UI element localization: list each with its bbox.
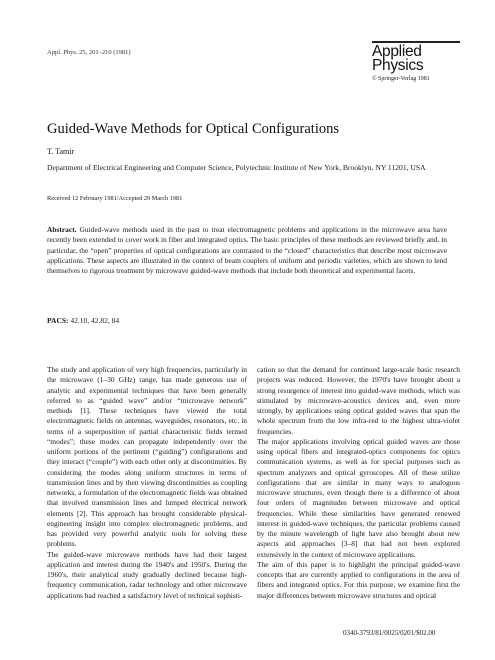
author-name: T. Tamir: [47, 147, 75, 156]
author-affiliation: Department of Electrical Engineering and Computer Science, Polytechnic Institute of New York, Brooklyn, NY 11201, USA: [47, 163, 426, 172]
pacs-label: PACS:: [47, 316, 69, 325]
body-paragraph: The major applications involving optical guided waves are those using optical fibers and integrated-optics components for optics communication systems, as well as for special purposes such as spectrum analyzers and optical gyroscopes. All of these utilize configurations that are similar in many ways to analogous microwave structures, even though there is a difference of about four orders of magnitudes between microwave and optical frequencies. While these similarities have generated renewed interest in guided-wave techniques, the particular problems caused by the minute wavelength of light have also brought about new aspects and approaches [3–8] that had not been explored extensively in the context of microwave applications.: [257, 436, 460, 559]
brand-copyright: © Springer-Verlag 1981: [372, 75, 430, 82]
copyright-code: 0340-3793/81/0025/0201/$02.00: [343, 629, 436, 637]
body-paragraph: The aim of this paper is to highlight the principal guided-wave concepts that are currently applied to configurations in the area of fibers and integrated optics. For this purpose, we examine first the major differences between microwave structures and optical: [257, 559, 460, 600]
body-column-left: [47, 365, 247, 601]
brand-name-line-2: Physics: [372, 56, 424, 74]
journal-reference: Appl. Phys. 25, 201–210 (1981): [47, 49, 131, 56]
pacs-line: [47, 316, 119, 325]
received-dates: Received 12 February 1981/Accepted 29 March 1981: [47, 195, 183, 202]
body-paragraph: The guided-wave microwave methods have had their largest application and interest during the 1940's and 1950's. During the 1960's, their analytical study gradually declined because high-frequency communication, radar technology and other microwave applications had reached a satisfactory level of technical sophisti-: [47, 549, 247, 600]
pacs-values: 42.10, 42.82, 84: [70, 316, 120, 325]
abstract-label: Abstract.: [47, 225, 77, 234]
brand-name-line-1: Applied: [372, 42, 422, 60]
abstract: [47, 225, 447, 276]
article-title: Guided-Wave Methods for Optical Configurations: [47, 121, 339, 137]
body-column-right: [257, 365, 460, 601]
journal-brand: [372, 41, 460, 82]
body-paragraph: cation so that the demand for continued large-scale basic research projects was reduced. However, the 1970's have brought about a strong resurgence of interest into guided-wave methods, which was stimulated by microwave-acoustics devices and, even more strongly, by applications using optical guided waves that span the whole spectrum from the low infra-red to the highest ultra-violet frequencies.: [257, 365, 460, 436]
body-paragraph: The study and application of very high frequencies, particularly in the microwave (1–30 GHz) range, has made generous use of analytic and experimental techniques that have been generally referred to as “guided wave” and/or “microwave network” methods [1]. These techniques have viewed the total electromagnetic fields on antennas, waveguides, resonators, etc. in terms of a superposition of partial characteristic fields termed “modes”; these modes can propagate independently over the uniform portions of the pertinent (“guiding”) configurations and they interact (“couple”) with each other only at discontinuities. By considering the modes along uniform structures in terms of transmission lines and by then viewing discontinuities as coupling networks, a formulation of the electromagnetic fields was obtained that involved transmission lines and lumped electrical network elements [2]. This approach has brought considerable physical-engineering insight into complex electromagnetic problems, and has provided very powerful analytic tools for solving these problems.: [47, 365, 247, 549]
abstract-text: Guided-wave methods used in the past to treat electromagnetic problems and applications in the microwave area have recently been extended to cover work in fiber and integrated optics. The basic principles of these methods are reviewed briefly and, in particular, the “open” properties of optical configurations are contrasted to the “closed” characteristics that describe most microwave applications. These aspects are illustrated in the context of beam couplers of uniform and periodic varieties, which are shown to lend themselves to rigorous treatment by microwave guided-wave methods that include both theoretical and experimental facets.: [47, 225, 447, 276]
